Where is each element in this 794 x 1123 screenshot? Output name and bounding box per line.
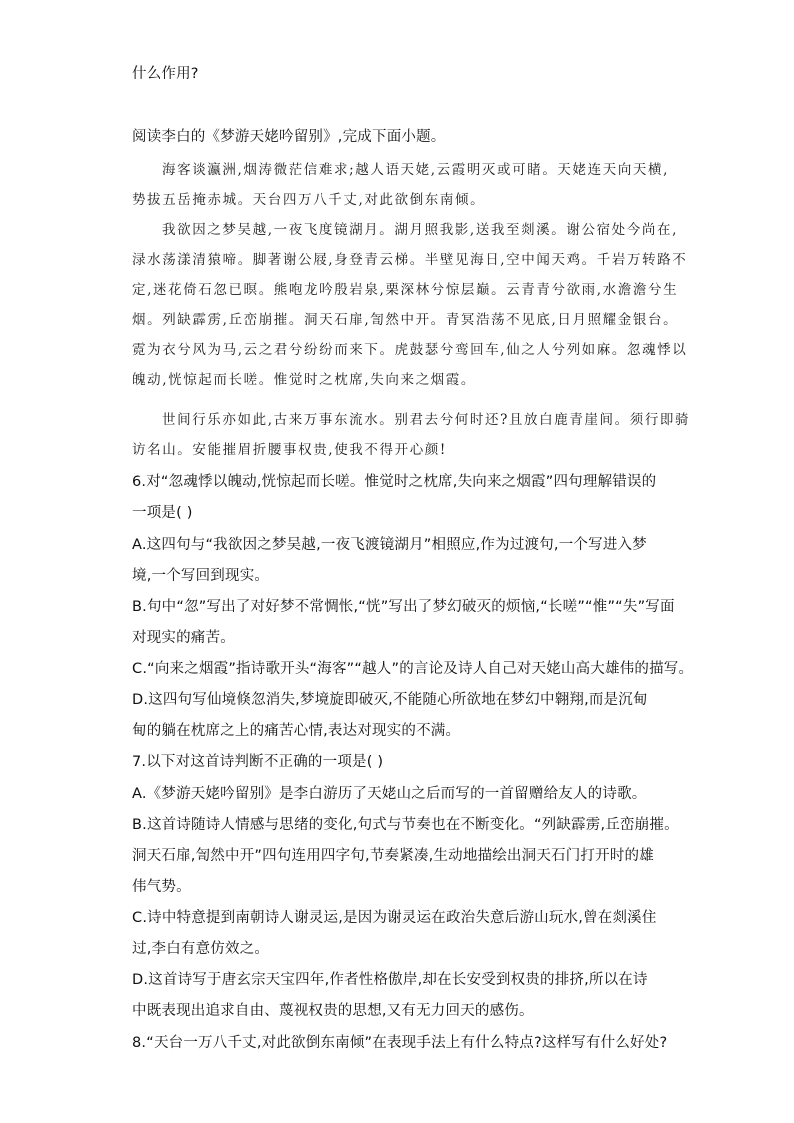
question-line: 8.“天台一万八千丈,对此欲倒东南倾”在表现手法上有什么特点?这样写有什么好处? xyxy=(132,1035,668,1051)
poem-line: 渌水荡漾清猿啼。脚著谢公屐,身登青云梯。半壁见海日,空中闻天鸡。千岩万转路不 xyxy=(132,252,688,268)
question-line: A.《梦游天姥吟留别》是李白游历了天姥山之后而写的一首留赠给友人的诗歌。 xyxy=(132,786,647,802)
question-line: 对现实的痛苦。 xyxy=(132,630,235,646)
question-line: C.诗中特意提到南朝诗人谢灵运,是因为谢灵运在政治失意后游山玩水,曾在剡溪住 xyxy=(132,910,657,926)
question-line: C.“向来之烟霞”指诗歌开头“海客”“越人”的言论及诗人自己对天姥山高大雄伟的描写。 xyxy=(132,661,694,677)
poem-line: 海客谈瀛洲,烟涛微茫信难求;越人语天姥,云霞明灭或可睹。天姥连天向天横, xyxy=(162,162,670,178)
poem-line: 访名山。安能摧眉折腰事权贵,使我不得开心颜! xyxy=(132,442,447,458)
poem-line: 定,迷花倚石忽已暝。熊咆龙吟殷岩泉,栗深林兮惊层巅。云青青兮欲雨,水澹澹兮生 xyxy=(132,282,679,298)
text-line: 什么作用? xyxy=(132,66,199,82)
question-line: 一项是( ) xyxy=(132,505,193,521)
question-line: 境,一个写回到现实。 xyxy=(132,568,270,584)
question-line: 甸的躺在枕席之上的痛苦心情,表达对现实的不满。 xyxy=(132,723,461,739)
poem-line: 霓为衣兮风为马,云之君兮纷纷而来下。虎鼓瑟兮鸾回车,仙之人兮列如麻。忽魂悸以 xyxy=(132,342,688,358)
question-line: 伟气势。 xyxy=(132,879,191,895)
poem-line: 魄动,恍惊起而长嗟。惟觉时之枕席,失向来之烟霞。 xyxy=(132,372,476,388)
text-line: 阅读李白的《梦游天姥吟留别》,完成下面小题。 xyxy=(132,129,446,145)
question-line: D.这四句写仙境倏忽消失,梦境旋即破灭,不能随心所欲地在梦幻中翱翔,而是沉甸 xyxy=(132,692,648,708)
question-line: 中既表现出追求自由、蔑视权贵的思想,又有无力回天的感伤。 xyxy=(132,1003,534,1019)
question-line: 过,李白有意仿效之。 xyxy=(132,941,270,957)
poem-line: 势拔五岳掩赤城。天台四万八千丈,对此欲倒东南倾。 xyxy=(132,192,486,208)
question-line: B.句中“忽”写出了对好梦不常惆怅,“恍”写出了梦幻破灭的烦恼,“长嗟”“惟”“失”写面 xyxy=(132,599,675,615)
question-line: 7.以下对这首诗判断不正确的一项是( ) xyxy=(132,754,384,770)
poem-line: 世间行乐亦如此,古来万事东流水。别君去兮何时还?且放白鹿青崖间。须行即骑 xyxy=(162,412,691,428)
question-line: A.这四句与“我欲因之梦吴越,一夜飞渡镜湖月”相照应,作为过渡句,一个写进入梦 xyxy=(132,537,647,553)
question-line: D.这首诗写于唐玄宗天宝四年,作者性格傲岸,却在长安受到权贵的排挤,所以在诗 xyxy=(132,972,648,988)
poem-line: 我欲因之梦吴越,一夜飞度镜湖月。湖月照我影,送我至剡溪。谢公宿处今尚在, xyxy=(162,222,678,238)
question-line: 6.对“忽魂悸以魄动,恍惊起而长嗟。惟觉时之枕席,失向来之烟霞”四句理解错误的 xyxy=(132,474,657,490)
poem-line: 烟。列缺霹雳,丘峦崩摧。洞天石扉,訇然中开。青冥浩荡不见底,日月照耀金银台。 xyxy=(132,312,679,328)
question-line: B.这首诗随诗人情感与思绪的变化,句式与节奏也在不断变化。“列缺霹雳,丘峦崩摧。 xyxy=(132,817,679,833)
question-line: 洞天石扉,訇然中开”四句连用四字句,节奏紧凑,生动地描绘出洞天石门打开时的雄 xyxy=(132,848,654,864)
